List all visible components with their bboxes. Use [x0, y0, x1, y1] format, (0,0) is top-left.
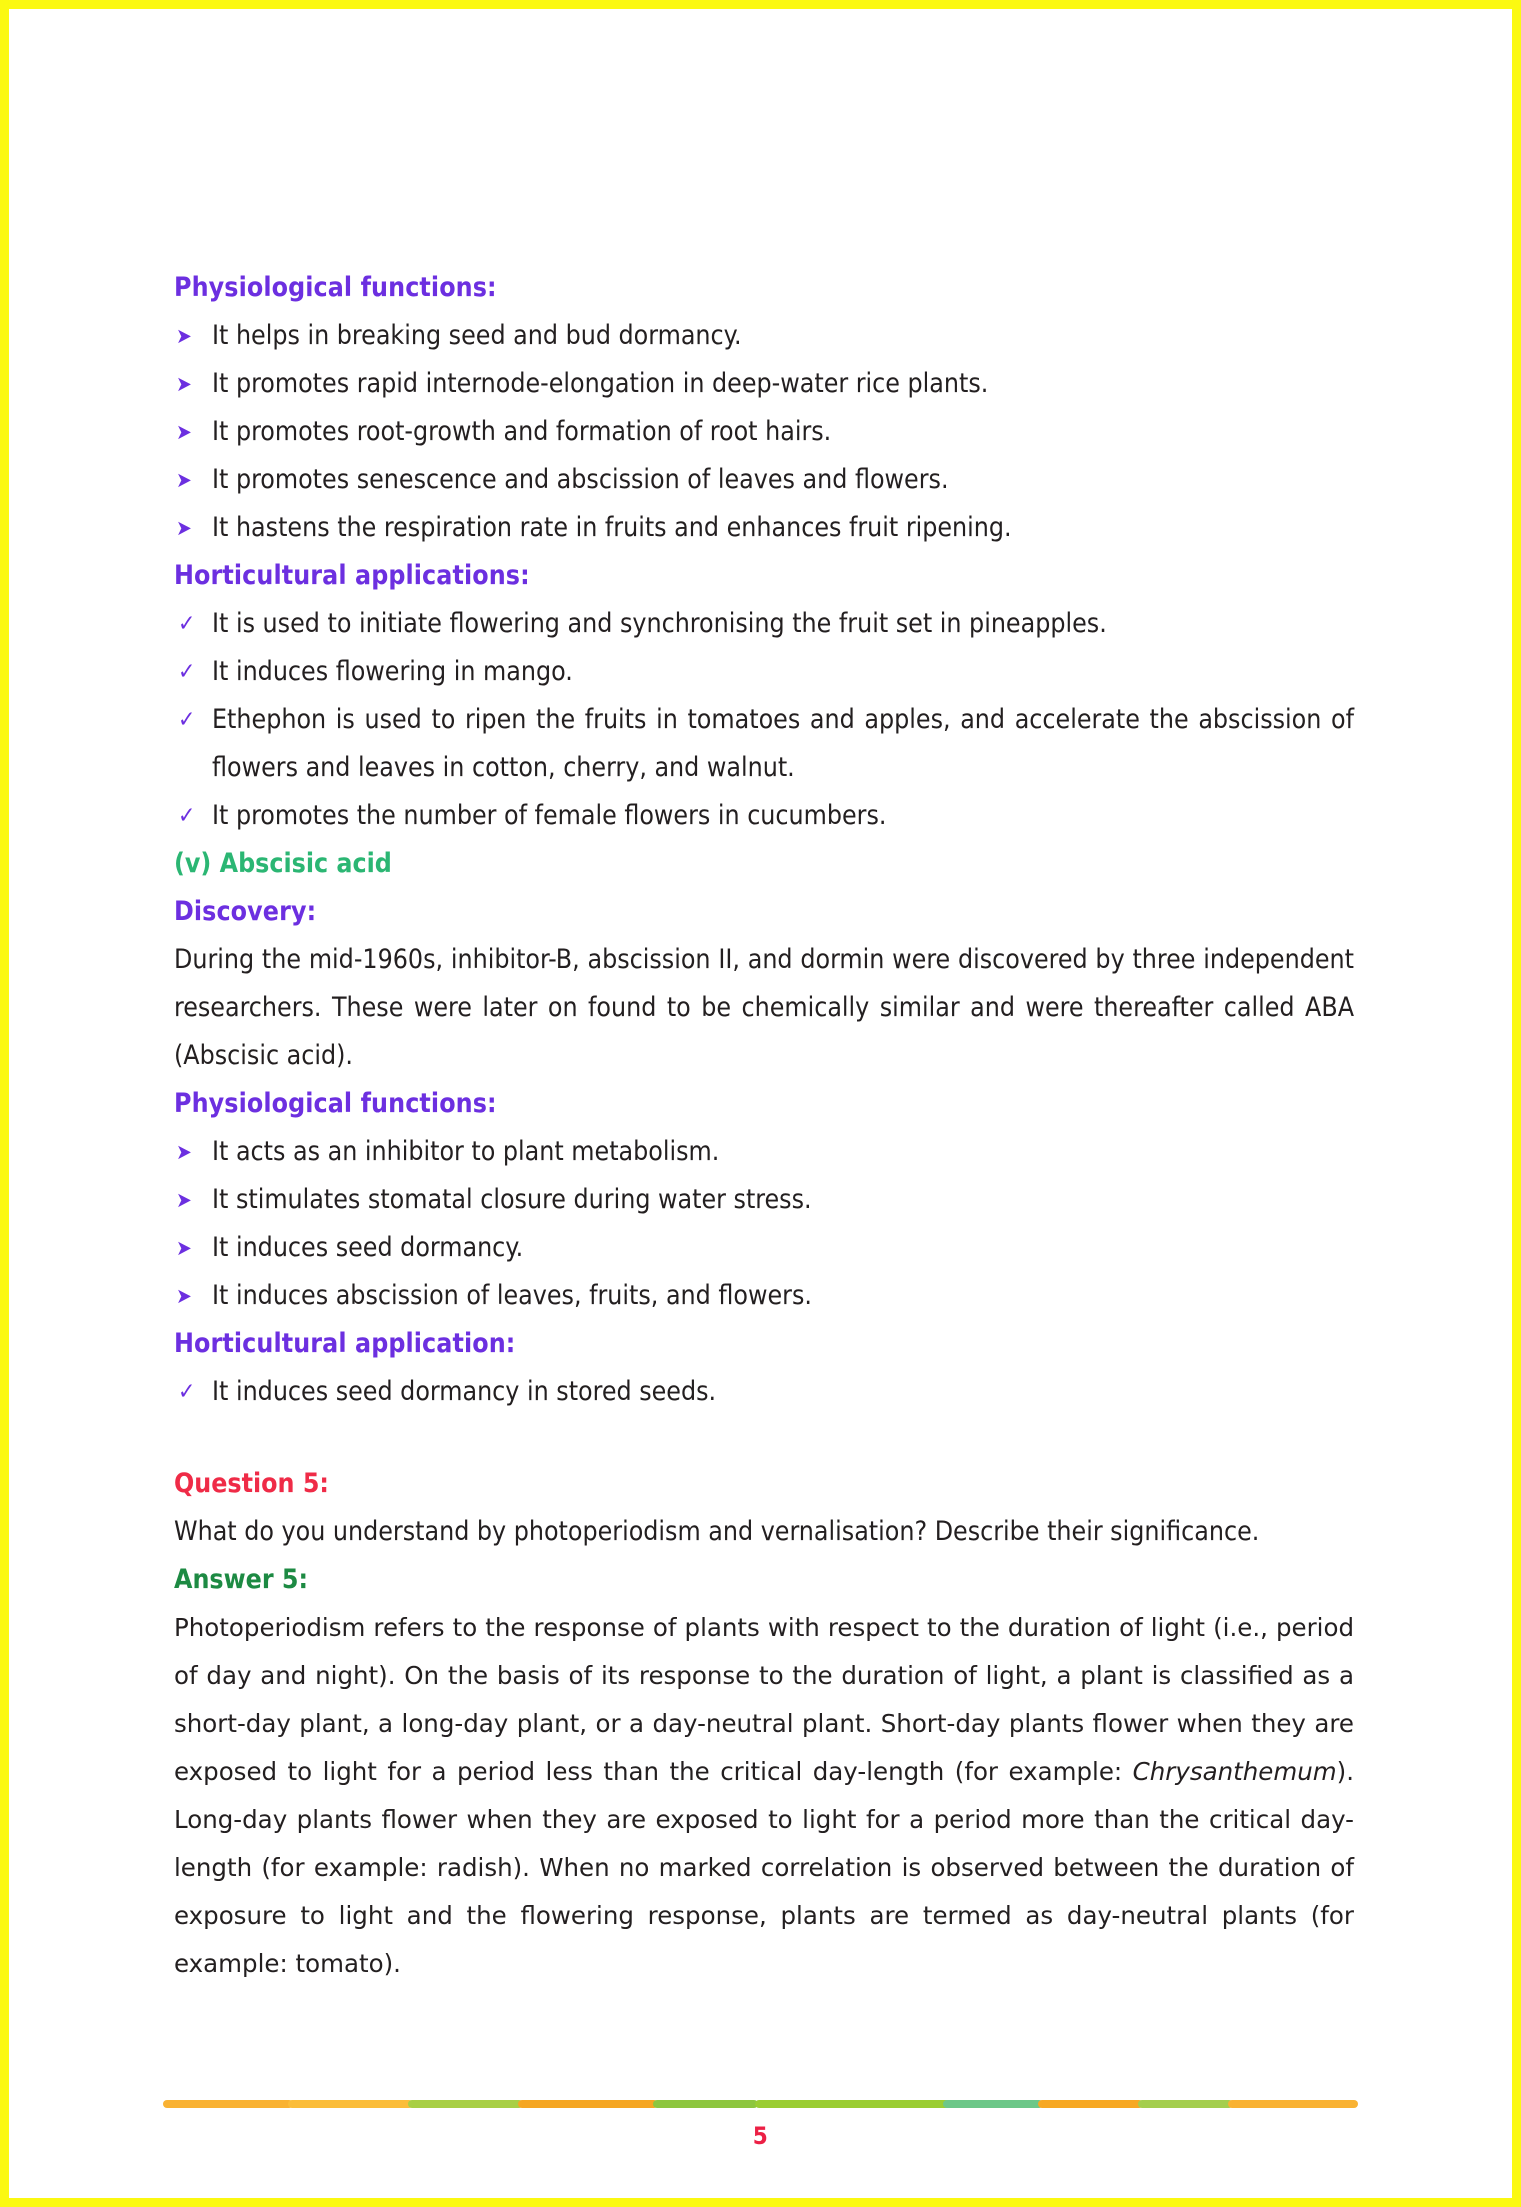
divider-segment — [1228, 2100, 1358, 2108]
list-item-text: It induces abscission of leaves, fruits, and flowers. — [212, 1280, 812, 1311]
list-item-text: It helps in breaking seed and bud dormancy. — [212, 320, 742, 351]
list-item — [174, 696, 1354, 792]
divider-segment — [1138, 2100, 1233, 2108]
list-item — [174, 504, 1354, 552]
answer-text-part1: Photoperiodism refers to the response of plants with respect to the duration of light (i.e., period of day and night). On the basis of its response to the duration of light, a plant is classified as a short-day plant, a long-day plant, or a day-neutral plant. Short-day plants flower when they are exposed to light for a period less than the critical day-length (for example: — [174, 1613, 1354, 1786]
divider-segment — [408, 2100, 523, 2108]
list-item-text: It promotes root-growth and formation of root hairs. — [212, 416, 832, 447]
list-physiological-functions-1 — [174, 312, 1354, 552]
heading-answer-5: Answer 5: — [174, 1564, 309, 1595]
list-item-text: It promotes rapid internode-elongation in deep-water rice plants. — [212, 368, 989, 399]
list-item — [174, 456, 1354, 504]
divider-segment — [518, 2100, 658, 2108]
heading-physiological-functions-1: Physiological functions: — [174, 272, 497, 303]
page-canvas — [9, 9, 1512, 2198]
arrow-bullet-icon: ➤ — [176, 1140, 192, 1164]
list-item-text: It induces flowering in mango. — [212, 656, 573, 687]
divider-segment — [163, 2100, 293, 2108]
paragraph-answer-5 — [174, 1604, 1354, 1988]
divider-segment — [943, 2100, 1043, 2108]
answer-text-italic-species: Chrysanthemum — [1132, 1757, 1337, 1786]
paragraph-discovery: During the mid-1960s, inhibitor-B, abscission II, and dormin were discovered by three independent researchers. These were later on found to be chemically similar and were thereafter called ABA (Abscisic acid). — [174, 944, 1354, 1071]
list-item — [174, 792, 1354, 840]
list-item — [174, 600, 1354, 648]
check-bullet-icon: ✓ — [178, 707, 196, 733]
list-item — [174, 1272, 1354, 1320]
check-bullet-icon: ✓ — [178, 803, 196, 829]
arrow-bullet-icon: ➤ — [176, 1188, 192, 1212]
list-item-text: It stimulates stomatal closure during water stress. — [212, 1184, 812, 1215]
answer-text-part2: ). Long-day plants flower when they are exposed to light for a period more than the critical day-length (for example: radish). When no marked correlation is observed between the duration of exposure to light and the flowering response, plants are termed as day-neutral plants (for example: tomato). — [174, 1757, 1354, 1978]
list-horticultural-applications — [174, 600, 1354, 840]
list-item-text: It induces seed dormancy. — [212, 1232, 524, 1263]
list-item-text: It is used to initiate flowering and synchronising the fruit set in pineapples. — [212, 608, 1107, 639]
arrow-bullet-icon: ➤ — [176, 324, 192, 348]
list-item — [174, 360, 1354, 408]
divider-segment — [288, 2100, 413, 2108]
list-item-text: It hastens the respiration rate in fruits and enhances fruit ripening. — [212, 512, 1012, 543]
section-spacer — [174, 1416, 1354, 1460]
list-item — [174, 408, 1354, 456]
paragraph-question-5: What do you understand by photoperiodism and vernalisation? Describe their significance. — [174, 1516, 1260, 1547]
divider-segment — [755, 2100, 950, 2108]
list-physiological-functions-2 — [174, 1128, 1354, 1320]
check-bullet-icon: ✓ — [178, 659, 196, 685]
list-item-text: It promotes senescence and abscission of leaves and flowers. — [212, 464, 949, 495]
arrow-bullet-icon: ➤ — [176, 372, 192, 396]
arrow-bullet-icon: ➤ — [176, 1236, 192, 1260]
list-item — [174, 648, 1354, 696]
divider-segment — [1038, 2100, 1143, 2108]
arrow-bullet-icon: ➤ — [176, 1284, 192, 1308]
list-item — [174, 1224, 1354, 1272]
check-bullet-icon: ✓ — [178, 1379, 196, 1405]
page-content — [174, 264, 1354, 1988]
heading-abscisic-acid: (v) Abscisic acid — [174, 848, 392, 879]
list-item-text: It induces seed dormancy in stored seeds. — [212, 1376, 717, 1407]
list-item-text: It promotes the number of female flowers in cucumbers. — [212, 800, 887, 831]
arrow-bullet-icon: ➤ — [176, 516, 192, 540]
list-item — [174, 1368, 1354, 1416]
arrow-bullet-icon: ➤ — [176, 420, 192, 444]
arrow-bullet-icon: ➤ — [176, 468, 192, 492]
list-item-text: It acts as an inhibitor to plant metabolism. — [212, 1136, 720, 1167]
list-item — [174, 312, 1354, 360]
heading-question-5: Question 5: — [174, 1468, 329, 1499]
list-item — [174, 1176, 1354, 1224]
list-horticultural-application — [174, 1368, 1354, 1416]
page-footer — [9, 2100, 1512, 2150]
divider-segment — [653, 2100, 758, 2108]
heading-discovery: Discovery: — [174, 896, 317, 927]
check-bullet-icon: ✓ — [178, 611, 196, 637]
page-number: 5 — [752, 2122, 769, 2150]
heading-physiological-functions-2: Physiological functions: — [174, 1088, 497, 1119]
list-item — [174, 1128, 1354, 1176]
heading-horticultural-applications: Horticultural applications: — [174, 560, 530, 591]
list-item-text: Ethephon is used to ripen the fruits in tomatoes and apples, and accelerate the abscission of flowers and leaves in cotton, cherry, and walnut. — [212, 704, 1354, 783]
decorative-divider-icon — [163, 2100, 1358, 2108]
heading-horticultural-application: Horticultural application: — [174, 1328, 516, 1359]
